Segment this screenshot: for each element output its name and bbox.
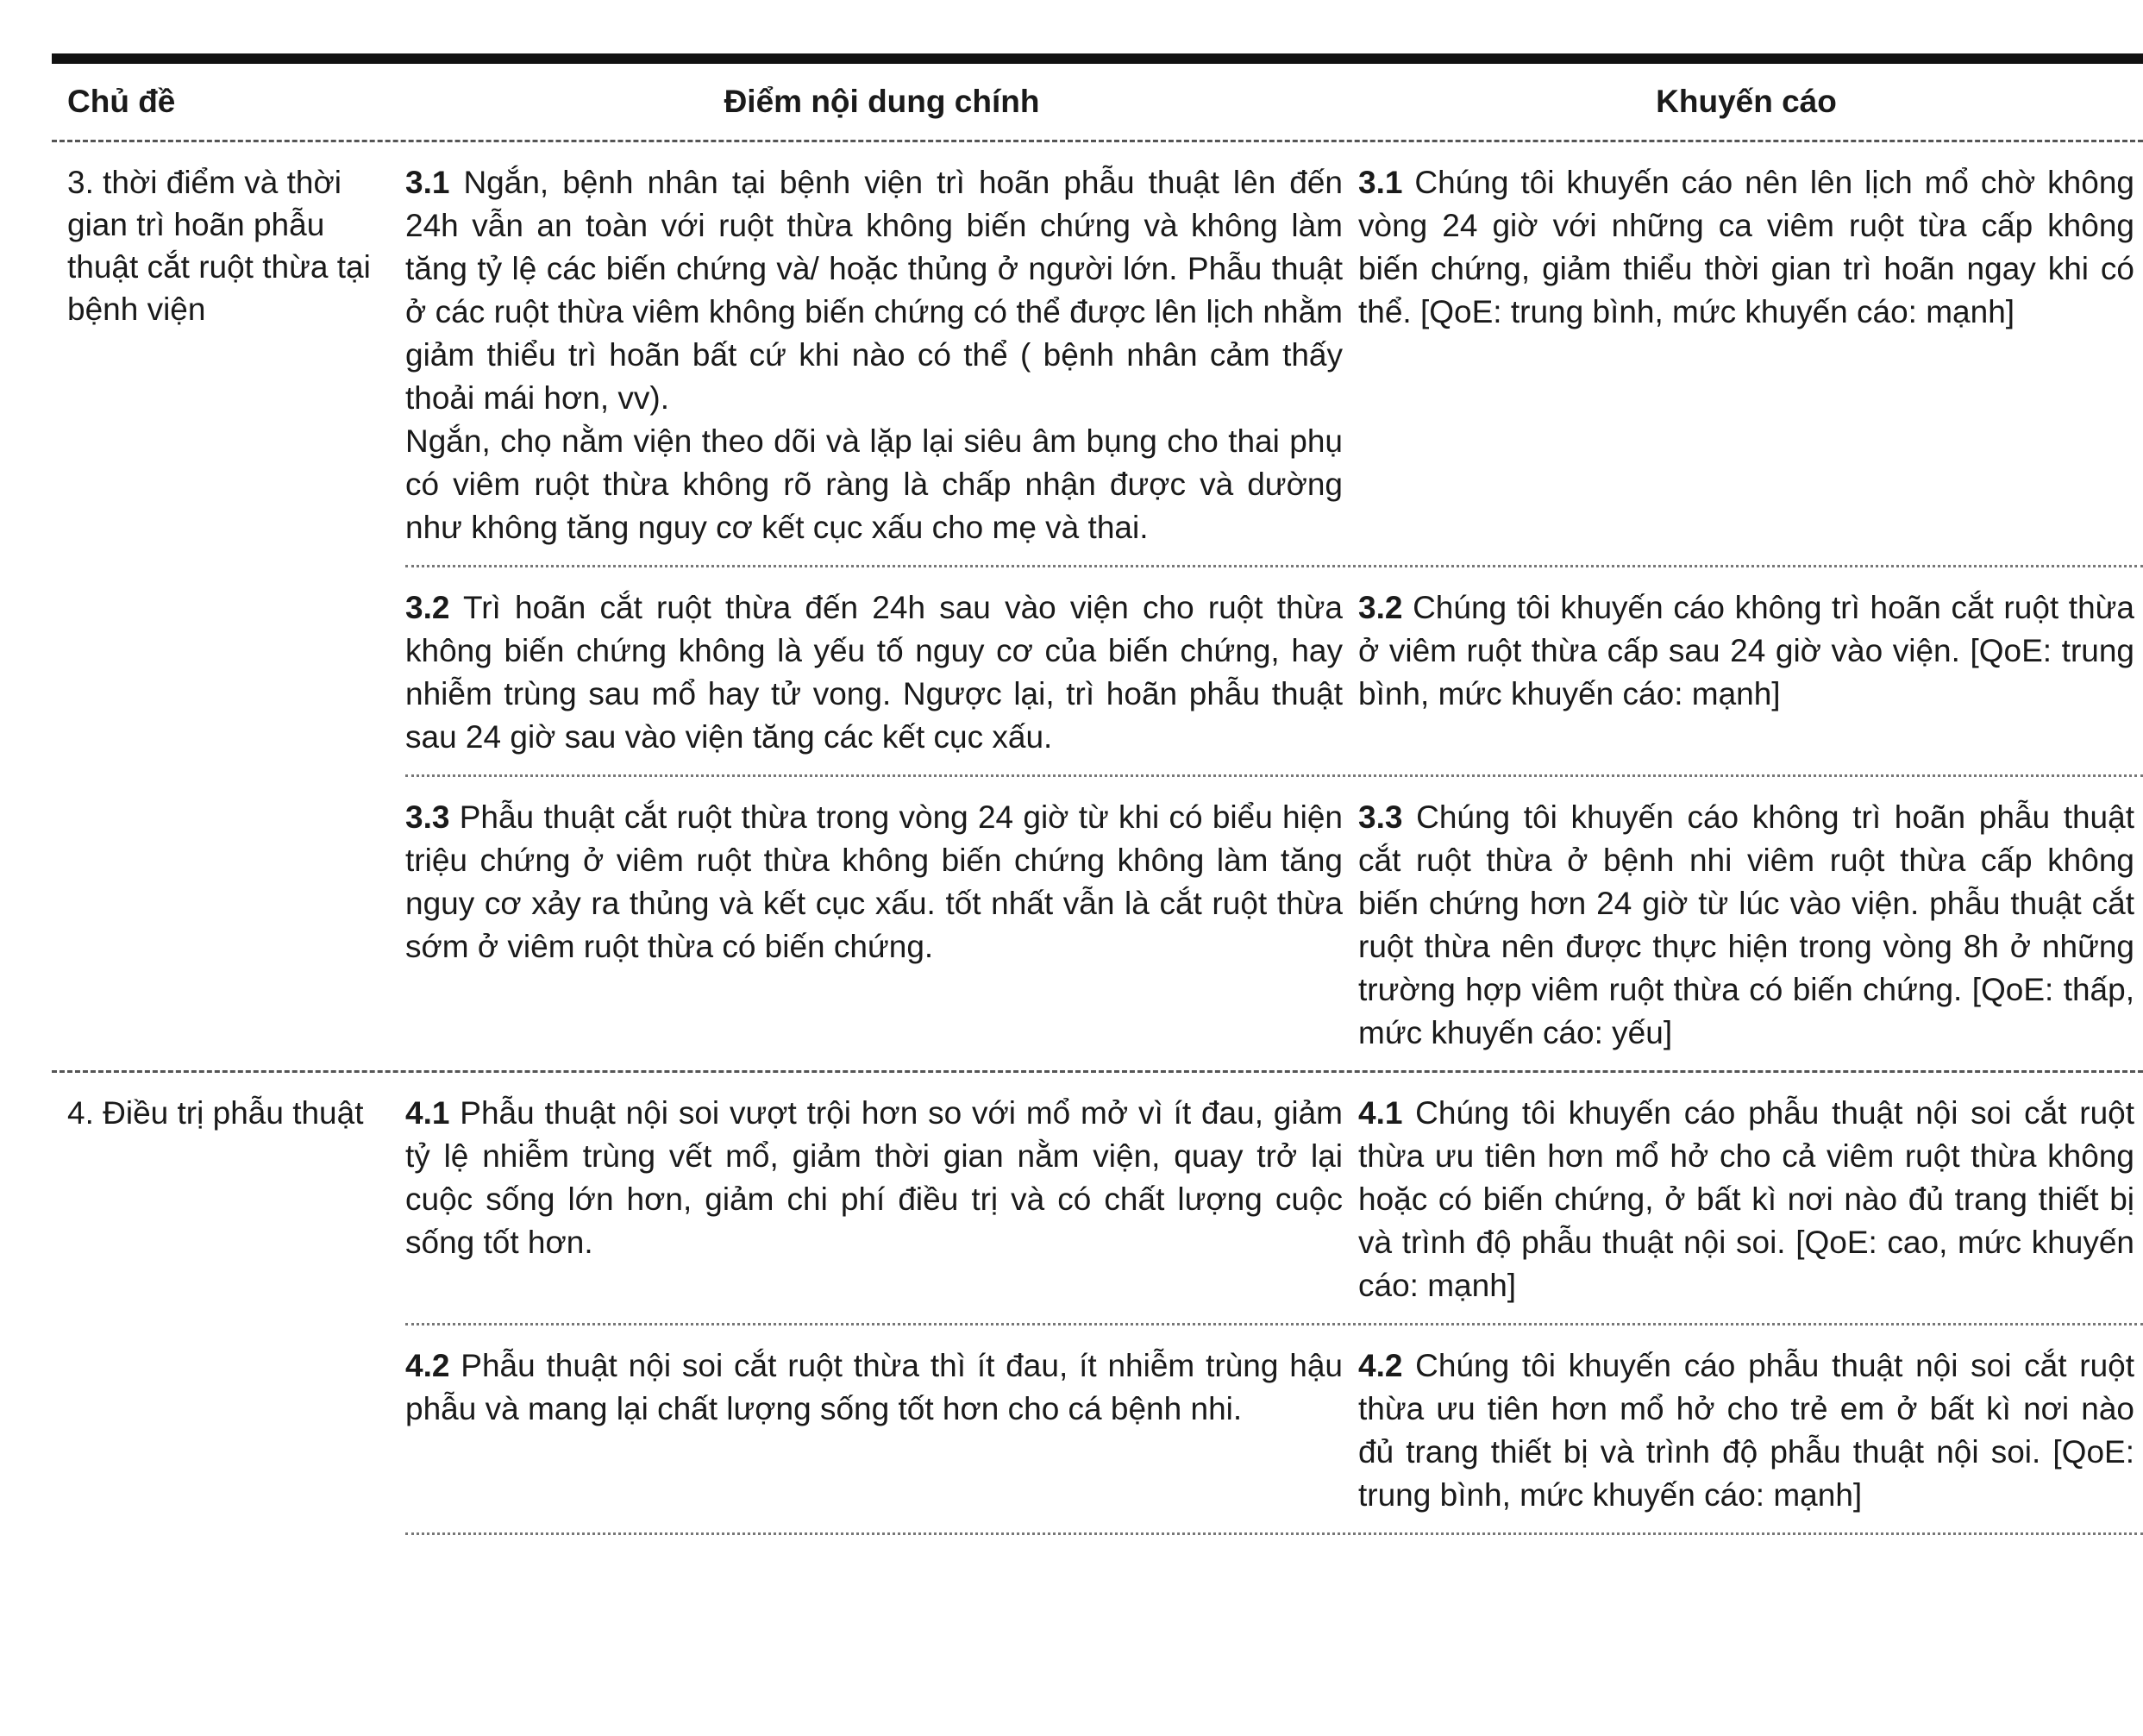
recommendation-cell: [1358, 796, 2134, 1055]
point-text: Phẫu thuật cắt ruột thừa trong vòng 24 giờ từ khi có biểu hiện triệu chứng ở viêm ruột thừa không biến chứng không làm tăng nguy cơ xảy ra thủng và kết cục xấu. tốt nhất vẫn là cắt ruột thừa sớm ở viêm ruột thừa có biến chứng.: [405, 799, 1343, 964]
point-text-continued: Ngắn, chọ nằm viện theo dõi và lặp lại siêu âm bụng cho thai phụ có viêm ruột thừa không rõ ràng là chấp nhận được và dường như không tăng nguy cơ kết cục xấu cho mẹ và thai.: [405, 423, 1343, 545]
table-group: [52, 1073, 2143, 1535]
point-number: 4.1: [405, 1095, 450, 1131]
table-top-rule: [52, 53, 2143, 64]
point-number: 4.2: [405, 1348, 450, 1383]
recommendation-cell: [1358, 1092, 2134, 1307]
group-topic: 3. thời điểm và thời gian trì hoãn phẫu thuật cắt ruột thừa tại bệnh viện: [67, 165, 371, 327]
rec-number: 4.2: [1358, 1348, 1403, 1383]
rec-text: Chúng tôi khuyến cáo không trì hoãn phẫu thuật cắt ruột thừa ở bệnh nhi viêm ruột thừa cấp không biến chứng hơn 24 giờ từ lúc vào viện. phẫu thuật cắt ruột thừa nên được thực hiện trong vòng 8h ở những trường hợp viêm ruột thừa có biến chứng. [QoE: thấp, mức khuyến cáo: yếu]: [1358, 799, 2134, 1050]
recommendation-cell: [1358, 586, 2134, 759]
recommendation-cell: [1358, 1344, 2134, 1517]
rec-number: 4.1: [1358, 1095, 1403, 1131]
point-text: Phẫu thuật nội soi cắt ruột thừa thì ít đau, ít nhiễm trùng hậu phẫu và mang lại chất lượng sống tốt hơn cho cá bệnh nhi.: [405, 1348, 1343, 1426]
point-text: Phẫu thuật nội soi vượt trội hơn so với mổ mở vì ít đau, giảm tỷ lệ nhiễm trùng vết mổ, giảm thời gian nằm viện, quay trở lại cuộc sống lớn hơn, giảm chi phí điều trị và có chất lượng cuộc sống tốt hơn.: [405, 1095, 1343, 1260]
rec-text: Chúng tôi khuyến cáo phẫu thuật nội soi cắt ruột thừa ưu tiên hơn mổ hở cho trẻ em ở bất kì nơi nào đủ trang thiết bị và trình độ phẫu thuật nội soi. [QoE: trung bình, mức khuyến cáo: mạnh]: [1358, 1348, 2135, 1513]
table-header-row: [52, 64, 2143, 142]
point-text: Ngắn, bệnh nhân tại bệnh viện trì hoãn phẫu thuật lên đến 24h vẫn an toàn với ruột thừa không biến chứng và không làm tăng tỷ lệ các biến chứng và/ hoặc thủng ở người lớn. Phẫu thuật ở các ruột thừa viêm không biến chứng có thể được lên lịch nhằm giảm thiểu trì hoãn bất cứ khi nào có thể ( bệnh nhân cảm thấy thoải mái hơn, vv).: [405, 165, 1344, 416]
group-topic: 4. Điều trị phẫu thuật: [67, 1095, 364, 1131]
rec-text: Chúng tôi khuyến cáo không trì hoãn cắt ruột thừa ở viêm ruột thừa cấp sau 24 giờ vào viện. [QoE: trung bình, mức khuyến cáo: mạnh]: [1358, 590, 2134, 711]
key-point-cell: [405, 161, 1358, 549]
table-group: [52, 142, 2143, 1073]
point-text: Trì hoãn cắt ruột thừa đến 24h sau vào viện cho ruột thừa không biến chứng không là yếu tố nguy cơ của biến chứng, hay nhiễm trùng sau mổ hay tử vong. Ngược lại, trì hoãn phẫu thuật sau 24 giờ sau vào viện tăng các kết cục xấu.: [405, 590, 1343, 755]
recommendation-cell: [1358, 161, 2134, 549]
point-number: 3.2: [405, 590, 450, 625]
key-point-paragraph: [405, 161, 1343, 420]
group-rows: [405, 1073, 2143, 1535]
guideline-table: [52, 53, 2143, 1535]
key-point-cell: [405, 586, 1358, 759]
header-points: Điểm nội dung chính: [724, 84, 1040, 119]
header-topic: Chủ đề: [67, 84, 176, 119]
table-row: [405, 777, 2143, 1070]
header-recommendation: Khuyến cáo: [1656, 84, 1837, 119]
rec-number: 3.3: [1358, 799, 1403, 835]
rec-number: 3.2: [1358, 590, 1403, 625]
table-row: [405, 1073, 2143, 1326]
point-number: 3.3: [405, 799, 450, 835]
point-number: 3.1: [405, 165, 450, 200]
table-row: [405, 142, 2143, 567]
key-point-cell: [405, 796, 1358, 1055]
rec-text: Chúng tôi khuyến cáo phẫu thuật nội soi cắt ruột thừa ưu tiên hơn mổ hở cho cả viêm ruột thừa không hoặc có biến chứng, ở bất kì nơi nào đủ trang thiết bị và trình độ phẫu thuật nội soi. [QoE: cao, mức khuyến cáo: mạnh]: [1358, 1095, 2135, 1303]
rec-number: 3.1: [1358, 165, 1403, 200]
key-point-cell: [405, 1092, 1358, 1307]
key-point-cell: [405, 1344, 1358, 1517]
table-row: [405, 1326, 2143, 1535]
table-row: [405, 567, 2143, 777]
rec-text: Chúng tôi khuyến cáo nên lên lịch mổ chờ không vòng 24 giờ với những ca viêm ruột từa cấp không biến chứng, giảm thiểu thời gian trì hoãn ngay khi có thể. [QoE: trung bình, mức khuyến cáo: mạnh]: [1358, 165, 2134, 329]
group-rows: [405, 142, 2143, 1070]
